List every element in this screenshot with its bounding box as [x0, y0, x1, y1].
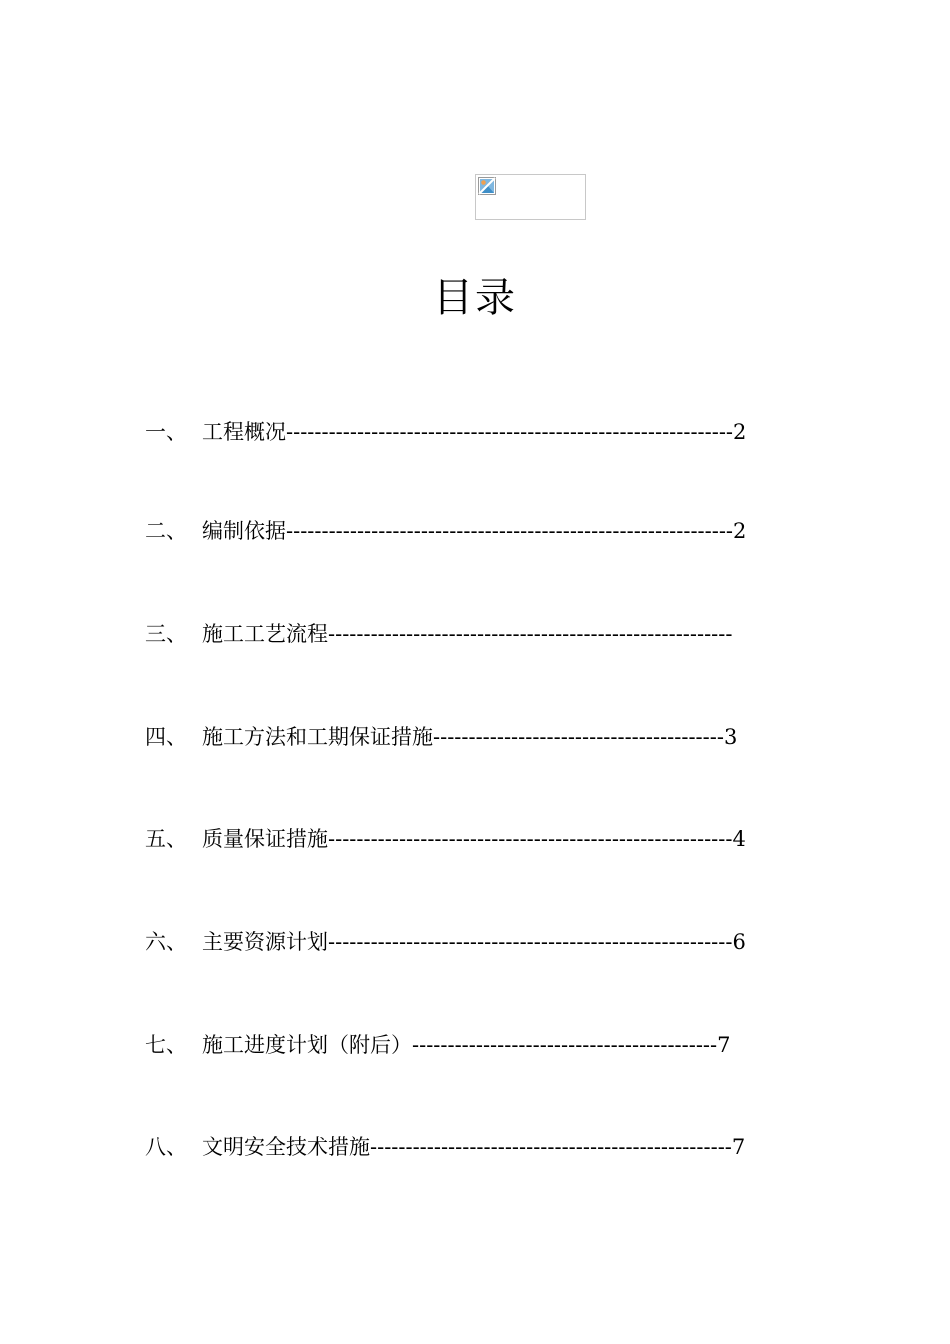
toc-leader: --------------------------------------------------- — [370, 1135, 732, 1159]
page-title: 目录 — [433, 275, 517, 321]
toc-leader: --------------------------------------------------------------- — [286, 519, 734, 543]
toc-label — [202, 417, 746, 447]
toc-text: 质量保证措施 — [202, 827, 328, 851]
toc-number: 一、 — [145, 420, 187, 444]
toc-number: 六、 — [145, 930, 187, 954]
toc-leader: --------------------------------------------------------- — [328, 827, 733, 851]
toc-page-number: 6 — [732, 930, 746, 954]
toc-number: 五、 — [145, 827, 187, 851]
toc-leader: --------------------------------------------------------- — [328, 622, 733, 646]
toc-page-number: 4 — [732, 827, 746, 851]
toc-number: 八、 — [145, 1135, 187, 1159]
toc-entry-3[interactable] — [145, 619, 785, 649]
toc-label — [202, 516, 746, 546]
toc-text: 施工工艺流程 — [202, 622, 328, 646]
toc-entry-8[interactable] — [145, 1132, 785, 1162]
broken-image-icon — [478, 177, 496, 195]
toc-page-number: 7 — [717, 1033, 731, 1057]
toc-number: 四、 — [145, 725, 187, 749]
toc-page-number: 3 — [723, 725, 738, 749]
toc-number: 三、 — [145, 622, 187, 646]
toc-text: 编制依据 — [202, 519, 286, 543]
toc-text: 主要资源计划 — [202, 930, 328, 954]
toc-entry-6[interactable] — [145, 927, 785, 957]
toc-label — [202, 927, 746, 957]
toc-label — [202, 1132, 745, 1162]
toc-page-number: 2 — [733, 519, 747, 543]
toc-page-number: 7 — [731, 1135, 746, 1159]
toc-leader: --------------------------------------------------------- — [328, 930, 733, 954]
toc-text: 文明安全技术措施 — [202, 1135, 370, 1159]
toc-text: 施工进度计划（附后） — [202, 1033, 412, 1057]
toc-page-number: 2 — [733, 420, 747, 444]
toc-leader: ------------------------------------------- — [412, 1033, 718, 1057]
toc-entry-4[interactable] — [145, 722, 785, 752]
toc-number: 七、 — [145, 1033, 187, 1057]
toc-label — [202, 619, 732, 649]
toc-entry-2[interactable] — [145, 516, 785, 546]
toc-text: 施工方法和工期保证措施 — [202, 725, 433, 749]
toc-entry-7[interactable] — [145, 1030, 785, 1060]
image-placeholder — [475, 174, 586, 220]
toc-label — [202, 722, 737, 752]
toc-label — [202, 824, 746, 854]
toc-text: 工程概况 — [202, 420, 286, 444]
toc-leader: ----------------------------------------- — [433, 725, 724, 749]
toc-number: 二、 — [145, 519, 187, 543]
toc-entry-5[interactable] — [145, 824, 785, 854]
toc-leader: --------------------------------------------------------------- — [286, 420, 734, 444]
toc-entry-1[interactable] — [145, 417, 785, 447]
toc-label — [202, 1030, 731, 1060]
